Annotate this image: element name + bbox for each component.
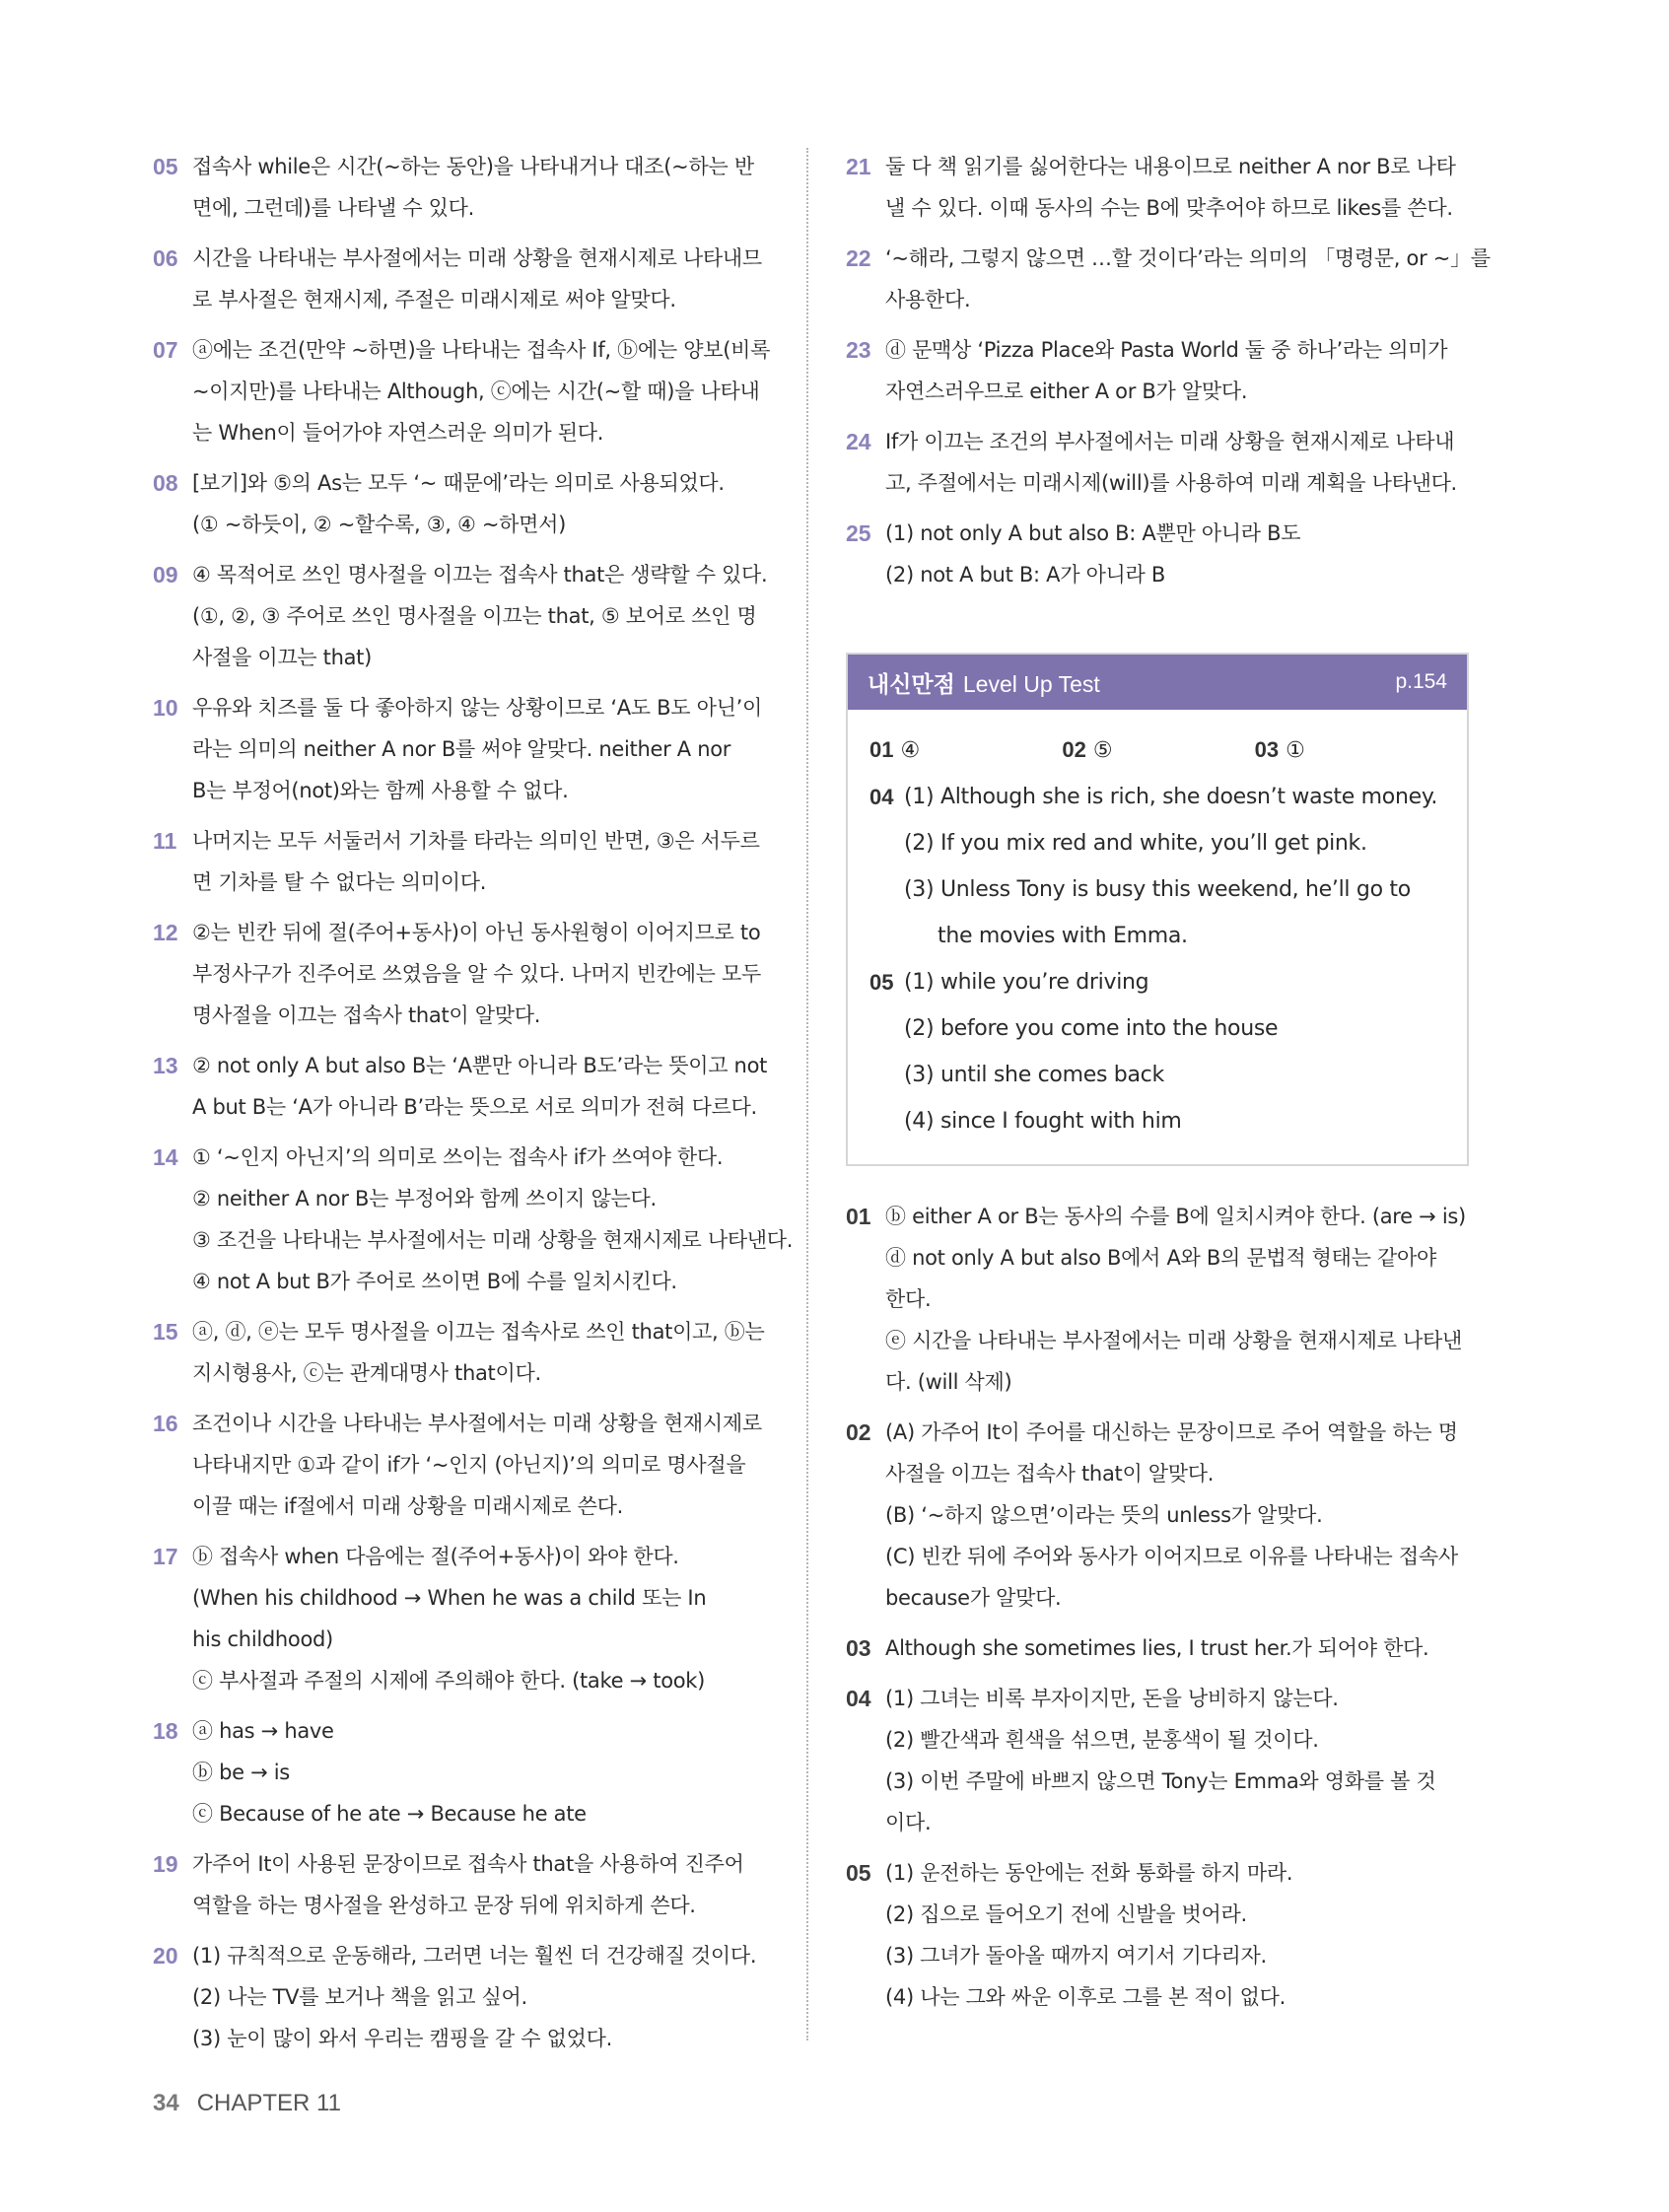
answer-number: 05 xyxy=(846,1860,871,1886)
answer-item xyxy=(153,1935,769,2059)
box-question-num: 04 xyxy=(869,785,894,809)
answer-item xyxy=(153,1045,769,1128)
answer-number: 18 xyxy=(153,1718,178,1744)
answer-line: ⓐ에는 조건(만약 ~하면)을 나타내는 접속사 If, ⓑ에는 양보(비록 xyxy=(192,338,771,362)
answer-line: (2) 빨간색과 흰색을 섞으면, 분홍색이 될 것이다. xyxy=(885,1728,1319,1752)
answer-line: ⓐ, ⓓ, ⓔ는 모두 명사절을 이끄는 접속사로 쓰인 that이고, ⓑ는 xyxy=(192,1320,765,1344)
answer-line: 우유와 치즈를 둘 다 좋아하지 않는 상황이므로 ‘A도 B도 아닌’이 xyxy=(192,696,762,720)
answer-line: 역할을 하는 명사절을 완성하고 문장 뒤에 위치하게 쓴다. xyxy=(192,1894,696,1917)
page-number: 34 xyxy=(153,2090,179,2116)
box-answer-line: (2) If you mix red and white, you’ll get pink. xyxy=(904,831,1367,856)
answer-item xyxy=(846,329,1469,412)
answer-line: (B) ‘~하지 않으면’이라는 뜻의 unless가 알맞다. xyxy=(885,1503,1323,1527)
answer-line: 가주어 It이 사용된 문장이므로 접속사 that을 사용하여 진주어 xyxy=(192,1852,744,1876)
answer-line: 시간을 나타내는 부사절에서는 미래 상황을 현재시제로 나타내므 xyxy=(192,246,762,270)
answer-item xyxy=(153,1843,769,1926)
answer-item xyxy=(153,912,769,1036)
answer-line: (2) not A but B: A가 아니라 B xyxy=(885,563,1166,587)
box-answer-line: (1) while you’re driving xyxy=(904,970,1149,995)
answer-number: 19 xyxy=(153,1851,178,1877)
answer-body xyxy=(192,1045,769,1128)
answer-number: 02 xyxy=(846,1419,871,1445)
answer-item xyxy=(153,462,769,545)
answer-number: 04 xyxy=(846,1686,871,1711)
answer-item xyxy=(846,238,1491,320)
answer-line: (C) 빈칸 뒤에 주어와 동사가 이어지므로 이유를 나타내는 접속사 xyxy=(885,1545,1458,1568)
answer-line: A but B는 ‘A가 아니라 B’라는 뜻으로 서로 의미가 전혀 다르다. xyxy=(192,1095,757,1119)
answer-line: 나머지는 모두 서둘러서 기차를 타라는 의미인 반면, ③은 서두르 xyxy=(192,829,760,853)
answer-line: (1) 운전하는 동안에는 전화 통화를 하지 마라. xyxy=(885,1861,1293,1885)
answer-number: 23 xyxy=(846,337,871,363)
answer-number: 16 xyxy=(153,1411,178,1436)
right-column xyxy=(846,146,1491,2027)
box-question-num: 05 xyxy=(869,970,894,995)
answer-body xyxy=(885,1678,1469,1843)
short-answer-num: 03 xyxy=(1254,737,1280,762)
box-question-lines xyxy=(904,774,1437,959)
answer-number: 06 xyxy=(153,245,178,271)
answer-body xyxy=(192,1311,769,1394)
box-title-rest: Level Up Test xyxy=(962,670,1100,697)
answer-line: 부정사구가 진주어로 쓰였음을 알 수 있다. 나머지 빈칸에는 모두 xyxy=(192,962,762,986)
answer-number: 08 xyxy=(153,470,178,496)
answer-line: ③ 조건을 나타내는 부사절에서는 미래 상황을 현재시제로 나타낸다. xyxy=(192,1228,794,1252)
answer-line: ④ 목적어로 쓰인 명사절을 이끄는 접속사 that은 생략할 수 있다. xyxy=(192,563,768,587)
box-title-bold: 내신만점 xyxy=(868,670,955,697)
answer-body xyxy=(192,238,769,320)
answer-line: 다. (will 삭제) xyxy=(885,1370,1012,1394)
answer-item xyxy=(153,329,769,453)
answer-line: his childhood) xyxy=(192,1627,333,1651)
answer-item xyxy=(846,1412,1469,1619)
answer-body xyxy=(192,820,769,903)
answer-item xyxy=(153,1137,794,1302)
answer-body xyxy=(192,329,770,453)
answer-line: ②는 빈칸 뒤에 절(주어+동사)이 아닌 동사원형이 이어지므로 to xyxy=(192,921,761,944)
answer-line: If가 이끄는 조건의 부사절에서는 미래 상황을 현재시제로 나타내 xyxy=(885,430,1455,453)
left-column xyxy=(153,146,794,2068)
answer-line: 사절을 이끄는 that) xyxy=(192,646,373,669)
answer-number: 07 xyxy=(153,337,178,363)
answer-body xyxy=(885,1627,1469,1669)
answer-line: (3) 그녀가 돌아올 때까지 여기서 기다리자. xyxy=(885,1944,1267,1968)
answer-line: ⓒ 부사절과 주절의 시제에 주의해야 한다. (take → took) xyxy=(192,1669,706,1693)
answer-line: (1) not only A but also B: A뿐만 아니라 B도 xyxy=(885,521,1301,545)
answer-item xyxy=(153,554,769,678)
answer-line: 이끌 때는 if절에서 미래 상황을 미래시제로 쓴다. xyxy=(192,1494,623,1518)
answer-line: (2) 집으로 들어오기 전에 신발을 벗어라. xyxy=(885,1902,1247,1926)
answer-line: ~이지만)를 나타내는 Although, ⓒ에는 시간(~할 때)을 나타내 xyxy=(192,380,760,403)
answer-line: ⓓ not only A but also B에서 A와 B의 문법적 형태는 같아야 xyxy=(885,1246,1436,1270)
box-answer-line: (4) since I fought with him xyxy=(904,1109,1182,1134)
answer-number: 22 xyxy=(846,245,871,271)
answer-line: ⓑ be → is xyxy=(192,1761,290,1784)
answer-line: (3) 눈이 많이 와서 우리는 캠핑을 갈 수 없었다. xyxy=(192,2027,612,2050)
box-answer-line: (1) Although she is rich, she doesn’t waste money. xyxy=(904,785,1438,809)
level-up-test-header xyxy=(848,655,1467,710)
answer-body xyxy=(192,554,769,678)
answer-item xyxy=(846,421,1469,504)
answer-line: ⓑ either A or B는 동사의 수를 B에 일치시켜야 한다. (are → is) xyxy=(885,1205,1466,1228)
answer-number: 10 xyxy=(153,695,178,721)
answer-number: 21 xyxy=(846,154,871,179)
answer-item xyxy=(846,146,1469,229)
answer-line: (When his childhood → When he was a child 또는 In xyxy=(192,1586,707,1610)
box-answer-line: (3) Unless Tony is busy this weekend, he’ll go to xyxy=(904,877,1411,902)
answer-body xyxy=(192,1137,793,1302)
answer-item xyxy=(846,1678,1469,1843)
answer-number: 13 xyxy=(153,1053,178,1078)
short-answer-num: 01 xyxy=(869,737,894,762)
answer-item xyxy=(846,513,1469,595)
answer-number: 25 xyxy=(846,520,871,546)
short-answer-value: ④ xyxy=(900,738,921,763)
answer-body xyxy=(192,912,769,1036)
answer-item xyxy=(846,1852,1469,2018)
box-page-ref: p.154 xyxy=(1395,670,1447,693)
page-footer xyxy=(153,2090,341,2117)
answer-line: (①, ②, ③ 주어로 쓰인 명사절을 이끄는 that, ⑤ 보어로 쓰인 명 xyxy=(192,604,757,628)
answer-body xyxy=(192,1935,769,2059)
box-answer-line: (2) before you come into the house xyxy=(904,1016,1279,1041)
answer-line: ② not only A but also B는 ‘A뿐만 아니라 B도’라는 뜻이고 not xyxy=(192,1054,768,1077)
answer-number: 15 xyxy=(153,1319,178,1345)
answer-number: 12 xyxy=(153,920,178,945)
chapter-label: CHAPTER 11 xyxy=(196,2090,341,2116)
answer-line: 둘 다 책 읽기를 싫어한다는 내용이므로 neither A nor B로 나타 xyxy=(885,155,1456,178)
answer-line: ‘~해라, 그렇지 않으면 …할 것이다’라는 의미의 「명령문, or ~」를 xyxy=(885,246,1491,270)
answer-line: Although she sometimes lies, I trust her.가 되어야 한다. xyxy=(885,1636,1429,1660)
short-answer-row xyxy=(869,727,1447,774)
answer-line: ⓔ 시간을 나타내는 부사절에서는 미래 상황을 현재시제로 나타낸 xyxy=(885,1329,1462,1352)
answer-body xyxy=(192,1843,769,1926)
answer-item xyxy=(153,238,769,320)
answer-body xyxy=(885,1852,1469,2018)
answer-item xyxy=(153,820,769,903)
answer-line: ⓐ has → have xyxy=(192,1719,334,1743)
column-divider xyxy=(806,148,808,2040)
box-answer-line: the movies with Emma. xyxy=(938,924,1188,948)
answer-number: 01 xyxy=(846,1204,871,1229)
short-answer xyxy=(1255,727,1447,774)
short-answer xyxy=(869,727,1062,774)
answer-item xyxy=(153,1403,769,1527)
answer-number: 09 xyxy=(153,562,178,588)
box-title xyxy=(868,666,1100,699)
box-answer-line: (3) until she comes back xyxy=(904,1063,1164,1087)
answer-body xyxy=(885,238,1491,320)
right-answer-list xyxy=(846,146,1491,595)
box-body xyxy=(848,710,1467,1164)
answer-line: 고, 주절에서는 미래시제(will)를 사용하여 미래 계획을 나타낸다. xyxy=(885,471,1457,495)
answer-item xyxy=(153,687,769,811)
answer-body xyxy=(885,329,1469,412)
answer-body xyxy=(192,1536,769,1701)
answer-line: ⓓ 문맥상 ‘Pizza Place와 Pasta World 둘 중 하나’라는 의미가 xyxy=(885,338,1448,362)
answer-line: 접속사 while은 시간(~하는 동안)을 나타내거나 대조(~하는 반 xyxy=(192,155,754,178)
answer-line: 면 기차를 탈 수 없다는 의미이다. xyxy=(192,870,487,894)
answer-item xyxy=(153,1710,769,1834)
answer-line: 로 부사절은 현재시제, 주절은 미래시제로 써야 알맞다. xyxy=(192,288,676,311)
answer-line: B는 부정어(not)와는 함께 사용할 수 없다. xyxy=(192,779,569,802)
answer-line: ④ not A but B가 주어로 쓰이면 B에 수를 일치시킨다. xyxy=(192,1270,677,1293)
answer-line: 라는 의미의 neither A nor B를 써야 알맞다. neither A nor xyxy=(192,737,731,761)
box-question-lines xyxy=(904,959,1278,1144)
answer-line: 사절을 이끄는 접속사 that이 알맞다. xyxy=(885,1462,1215,1486)
short-answer-num: 02 xyxy=(1062,737,1086,762)
answer-line: (1) 규칙적으로 운동해라, 그러면 너는 훨씬 더 건강해질 것이다. xyxy=(192,1944,757,1968)
answer-line: ⓒ Because of he ate → Because he ate xyxy=(192,1802,587,1826)
answer-line: 한다. xyxy=(885,1287,932,1311)
answer-line: 자연스러우므로 either A or B가 알맞다. xyxy=(885,380,1248,403)
box-question-04 xyxy=(869,774,1447,959)
answer-body xyxy=(192,1710,769,1834)
answer-body xyxy=(192,462,769,545)
answer-number: 03 xyxy=(846,1635,871,1661)
answer-number: 24 xyxy=(846,429,871,454)
answer-line: because가 알맞다. xyxy=(885,1586,1062,1610)
short-answer-value: ⑤ xyxy=(1092,738,1113,763)
answer-line: (4) 나는 그와 싸운 이후로 그를 본 적이 없다. xyxy=(885,1985,1286,2009)
answer-body xyxy=(885,421,1469,504)
answer-line: ⓑ 접속사 when 다음에는 절(주어+동사)이 와야 한다. xyxy=(192,1545,679,1568)
answer-body xyxy=(885,1412,1469,1619)
answer-body xyxy=(192,1403,769,1527)
answer-line: 나타내지만 ①과 같이 if가 ‘~인지 (아닌지)’의 의미로 명사절을 xyxy=(192,1453,746,1477)
answer-line: (① ~하듯이, ② ~할수록, ③, ④ ~하면서) xyxy=(192,513,567,536)
level-up-explanations xyxy=(846,1196,1469,2018)
answer-line: ① ‘~인지 아닌지’의 의미로 쓰이는 접속사 if가 쓰여야 한다. xyxy=(192,1145,724,1169)
answer-item xyxy=(153,1311,769,1394)
answer-line: [보기]와 ⑤의 As는 모두 ‘~ 때문에’라는 의미로 사용되었다. xyxy=(192,471,725,495)
answer-body xyxy=(885,146,1469,229)
answer-line: 사용한다. xyxy=(885,288,971,311)
answer-line: (2) 나는 TV를 보거나 책을 읽고 싶어. xyxy=(192,1985,527,2009)
answer-line: 면에, 그런데)를 나타낼 수 있다. xyxy=(192,196,474,220)
answer-item xyxy=(153,146,769,229)
answer-body xyxy=(192,146,769,229)
answer-body xyxy=(192,687,769,811)
answer-number: 05 xyxy=(153,154,178,179)
answer-item xyxy=(846,1196,1469,1403)
answer-line: 이다. xyxy=(885,1811,932,1834)
box-question-05 xyxy=(869,959,1447,1144)
answer-body xyxy=(885,1196,1469,1403)
answer-number: 14 xyxy=(153,1144,178,1170)
answer-body xyxy=(885,513,1469,595)
answer-line: (3) 이번 주말에 바쁘지 않으면 Tony는 Emma와 영화를 볼 것 xyxy=(885,1769,1436,1793)
answer-line: (A) 가주어 It이 주어를 대신하는 문장이므로 주어 역할을 하는 명 xyxy=(885,1420,1458,1444)
short-answer xyxy=(1062,727,1254,774)
level-up-test-box xyxy=(846,653,1469,1166)
short-answer-value: ① xyxy=(1286,738,1305,763)
answer-number: 17 xyxy=(153,1544,178,1569)
answer-line: (1) 그녀는 비록 부자이지만, 돈을 낭비하지 않는다. xyxy=(885,1687,1339,1710)
answer-line: 조건이나 시간을 나타내는 부사절에서는 미래 상황을 현재시제로 xyxy=(192,1412,762,1435)
answer-line: 낼 수 있다. 이때 동사의 수는 B에 맞추어야 하므로 likes를 쓴다. xyxy=(885,196,1453,220)
answer-line: 지시형용사, ⓒ는 관계대명사 that이다. xyxy=(192,1361,541,1385)
answer-line: ② neither A nor B는 부정어와 함께 쓰이지 않는다. xyxy=(192,1187,657,1210)
answer-item xyxy=(846,1627,1469,1669)
answer-line: 는 When이 들어가야 자연스러운 의미가 된다. xyxy=(192,421,604,445)
answer-item xyxy=(153,1536,769,1701)
answer-number: 11 xyxy=(153,828,177,854)
answer-line: 명사절을 이끄는 접속사 that이 알맞다. xyxy=(192,1003,541,1027)
answer-number: 20 xyxy=(153,1943,178,1969)
